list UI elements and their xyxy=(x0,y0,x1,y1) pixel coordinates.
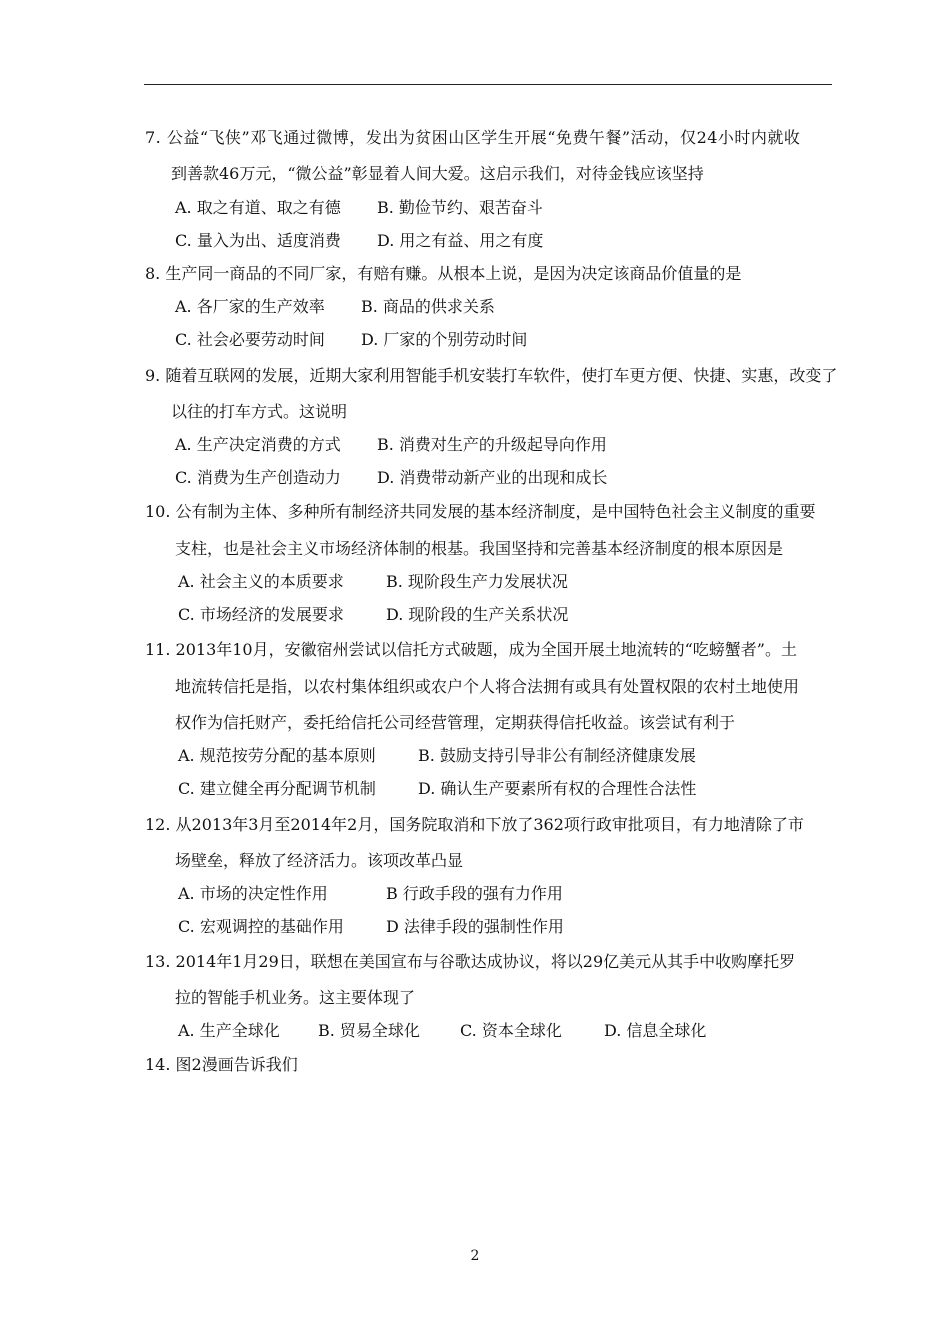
question-7-line-2: 到善款46万元，“微公益”彰显着人间大爱。这启示我们，对待金钱应该坚持 xyxy=(171,164,704,183)
question-8-line-1: 8. 生产同一商品的不同厂家，有赔有赚。从根本上说，是因为决定该商品价值量的是 xyxy=(145,264,742,283)
question-10-option-c: C. 市场经济的发展要求 xyxy=(178,605,344,624)
question-14-line-1: 14. 图2漫画告诉我们 xyxy=(145,1055,298,1074)
question-13-option-d: D. 信息全球化 xyxy=(604,1021,707,1040)
question-10-option-b: B. 现阶段生产力发展状况 xyxy=(386,572,568,591)
question-13-option-c: C. 资本全球化 xyxy=(460,1021,562,1040)
question-12-option-a: A. 市场的决定性作用 xyxy=(178,884,328,903)
question-11-line-3: 权作为信托财产，委托给信托公司经营管理，定期获得信托收益。该尝试有利于 xyxy=(175,713,736,732)
question-9-option-d: D. 消费带动新产业的出现和成长 xyxy=(377,468,608,487)
question-13-option-b: B. 贸易全球化 xyxy=(318,1021,420,1040)
question-11-option-d: D. 确认生产要素所有权的合理性合法性 xyxy=(418,779,697,798)
question-9-option-a: A. 生产决定消费的方式 xyxy=(175,435,341,454)
question-7-option-d: D. 用之有益、用之有度 xyxy=(377,231,544,250)
question-10-option-a: A. 社会主义的本质要求 xyxy=(178,572,344,591)
question-8-option-d: D. 厂家的个别劳动时间 xyxy=(361,330,528,349)
question-12-line-2: 场壁垒，释放了经济活力。该项改革凸显 xyxy=(175,851,464,870)
question-8-option-c: C. 社会必要劳动时间 xyxy=(175,330,325,349)
question-11-line-2: 地流转信托是指，以农村集体组织或农户个人将合法拥有或具有处置权限的农村土地使用 xyxy=(175,677,800,696)
question-11-option-c: C. 建立健全再分配调节机制 xyxy=(178,779,376,798)
question-10-line-2: 支柱，也是社会主义市场经济体制的根基。我国坚持和完善基本经济制度的根本原因是 xyxy=(175,539,784,558)
question-7-option-a: A. 取之有道、取之有德 xyxy=(175,198,341,217)
question-10-option-d: D. 现阶段的生产关系状况 xyxy=(386,605,569,624)
question-13-line-1: 13. 2014年1月29日，联想在美国宣布与谷歌达成协议，将以29亿美元从其手中收购摩托罗 xyxy=(145,952,796,971)
question-7-option-c: C. 量入为出、适度消费 xyxy=(175,231,341,250)
question-12-option-d: D 法律手段的强制性作用 xyxy=(386,917,564,936)
question-9-line-2: 以往的打车方式。这说明 xyxy=(171,402,348,421)
question-12-option-b: B 行政手段的强有力作用 xyxy=(386,884,563,903)
question-11-option-a: A. 规范按劳分配的基本原则 xyxy=(178,746,376,765)
question-9-option-c: C. 消费为生产创造动力 xyxy=(175,468,341,487)
question-11-option-b: B. 鼓励支持引导非公有制经济健康发展 xyxy=(418,746,696,765)
question-13-option-a: A. 生产全球化 xyxy=(178,1021,280,1040)
header-rule xyxy=(144,84,832,85)
question-7-line-1: 7. 公益“飞侠”邓飞通过微博，发出为贫困山区学生开展“免费午餐”活动，仅24小时内就收 xyxy=(145,128,801,147)
question-13-line-2: 拉的智能手机业务。这主要体现了 xyxy=(175,988,416,1007)
question-9-option-b: B. 消费对生产的升级起导向作用 xyxy=(377,435,607,454)
question-7-option-b: B. 勤俭节约、艰苦奋斗 xyxy=(377,198,543,217)
page-number: 2 xyxy=(470,1248,480,1264)
question-8-option-a: A. 各厂家的生产效率 xyxy=(175,297,325,316)
question-11-line-1: 11. 2013年10月，安徽宿州尝试以信托方式破题，成为全国开展土地流转的“吃螃蟹者”。土 xyxy=(145,640,797,659)
question-8-option-b: B. 商品的供求关系 xyxy=(361,297,495,316)
question-12-option-c: C. 宏观调控的基础作用 xyxy=(178,917,344,936)
question-12-line-1: 12. 从2013年3月至2014年2月，国务院取消和下放了362项行政审批项目，有力地清除了市 xyxy=(145,815,804,834)
question-10-line-1: 10. 公有制为主体、多种所有制经济共同发展的基本经济制度，是中国特色社会主义制度的重要 xyxy=(145,502,816,521)
question-9-line-1: 9. 随着互联网的发展，近期大家利用智能手机安装打车软件，使打车更方便、快捷、实惠，改变了 xyxy=(145,366,838,385)
